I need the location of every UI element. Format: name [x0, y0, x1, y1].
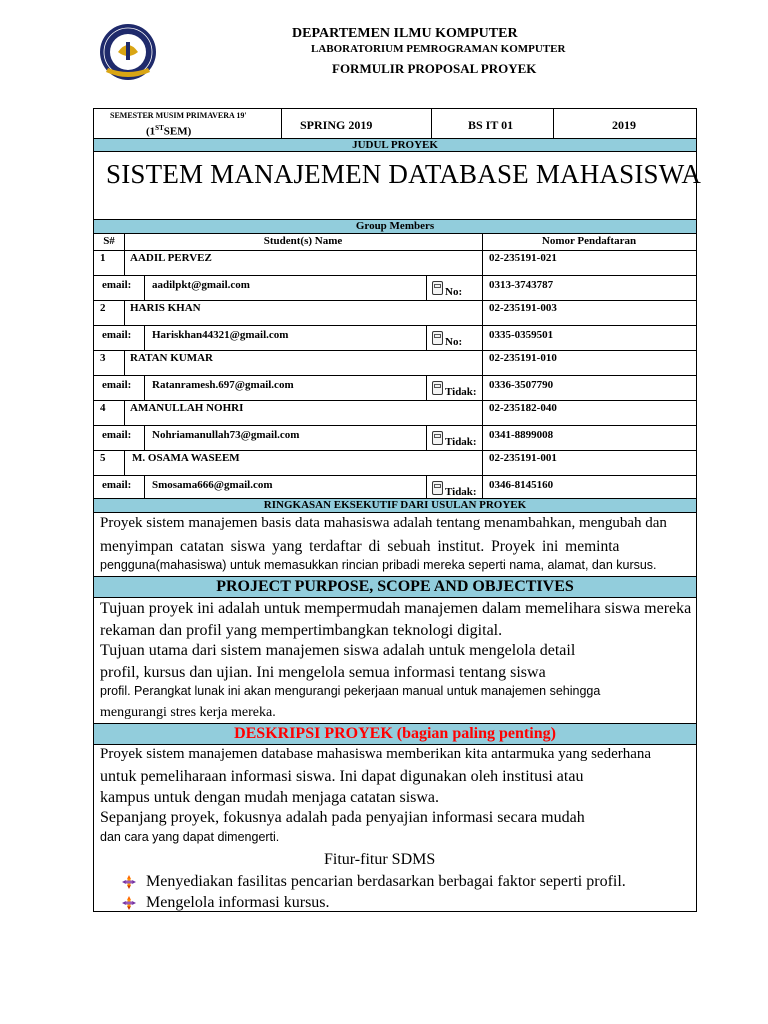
- description-line-2: untuk pemeliharaan informasi siswa. Ini dapat digunakan oleh institusi atau: [100, 768, 584, 785]
- phone-label: No:: [445, 286, 463, 298]
- program-code: BS IT 01: [468, 118, 514, 132]
- member-reg-number: 02-235191-021: [489, 252, 557, 264]
- member-phone: 0341-8899008: [489, 429, 554, 441]
- member-phone: 0346-8145160: [489, 479, 554, 491]
- phone-icon: [432, 381, 443, 395]
- description-line-4: Sepanjang proyek, fokusnya adalah pada penyajian informasi secara mudah: [100, 809, 585, 826]
- member-name: AADIL PERVEZ: [130, 252, 212, 264]
- purpose-line-5: profil. Perangkat lunak ini akan mengurangi pekerjaan manual untuk manajemen sehingga: [100, 684, 601, 698]
- four-arrow-bullet-icon: [122, 896, 136, 910]
- semester-label: SEMESTER MUSIM PRIMAVERA 19': [110, 111, 247, 120]
- phone-label: Tidak:: [445, 486, 477, 498]
- lab-name: LABORATORIUM PEMROGRAMAN KOMPUTER: [311, 43, 566, 55]
- member-reg-number: 02-235191-010: [489, 352, 557, 364]
- member-name: HARIS KHAN: [130, 302, 201, 314]
- purpose-line-1: Tujuan proyek ini adalah untuk mempermudah manajemen dalam memelihara siswa mereka: [100, 600, 692, 617]
- project-title-heading: JUDUL PROYEK: [94, 138, 696, 152]
- purpose-heading: PROJECT PURPOSE, SCOPE AND OBJECTIVES: [94, 576, 696, 598]
- member-phone: 0336-3507790: [489, 379, 554, 391]
- phone-icon: [432, 481, 443, 495]
- phone-label: Tidak:: [445, 436, 477, 448]
- phone-icon: [432, 281, 443, 295]
- member-email: Smosama666@gmail.com: [152, 479, 273, 491]
- member-email: Hariskhan44321@gmail.com: [152, 329, 289, 341]
- summary-line-2: menyimpan catatan siswa yang terdaftar di sebuah institut. Proyek ini meminta: [100, 538, 620, 555]
- purpose-line-3: Tujuan utama dari sistem manajemen siswa adalah untuk mengelola detail: [100, 642, 576, 659]
- member-sn: 1: [100, 252, 106, 264]
- purpose-line-2: rekaman dan profil yang mempertimbangkan teknologi digital.: [100, 622, 503, 639]
- col-reg-header: Nomor Pendaftaran: [541, 235, 637, 247]
- description-line-3: kampus untuk dengan mudah menjaga catatan siswa.: [100, 789, 440, 806]
- summary-line-1: Proyek sistem manajemen basis data mahasiswa adalah tentang menambahkan, mengubah dan: [100, 515, 667, 531]
- group-members-heading: Group Members: [94, 219, 696, 234]
- member-name: M. OSAMA WASEEM: [132, 452, 240, 464]
- four-arrow-bullet-icon: [122, 875, 136, 889]
- features-title: Fitur-fitur SDMS: [324, 851, 436, 868]
- phone-label: Tidak:: [445, 386, 477, 398]
- semester-number: (1STSEM): [146, 124, 192, 138]
- email-label: email:: [102, 479, 132, 491]
- col-sn-header: S#: [103, 235, 115, 247]
- proposal-form: [93, 108, 702, 912]
- member-phone: 0313-3743787: [489, 279, 554, 291]
- member-reg-number: 02-235182-040: [489, 402, 557, 414]
- feature-item: Mengelola informasi kursus.: [146, 894, 330, 911]
- summary-line-3: pengguna(mahasiswa) untuk memasukkan rincian pribadi mereka seperti nama, alamat, dan kursus.: [100, 558, 657, 572]
- email-label: email:: [102, 429, 132, 441]
- email-label: email:: [102, 279, 132, 291]
- member-reg-number: 02-235191-001: [489, 452, 557, 464]
- project-title: SISTEM MANAJEMEN DATABASE MAHASISWA: [106, 159, 702, 189]
- member-email: aadilpkt@gmail.com: [152, 279, 250, 291]
- form-title: FORMULIR PROPOSAL PROYEK: [332, 61, 537, 76]
- member-reg-number: 02-235191-003: [489, 302, 557, 314]
- member-name: AMANULLAH NOHRI: [130, 402, 244, 414]
- feature-item: Menyediakan fasilitas pencarian berdasarkan berbagai faktor seperti profil.: [146, 873, 626, 890]
- email-label: email:: [102, 379, 132, 391]
- semester-year: 2019: [612, 118, 636, 132]
- member-phone: 0335-0359501: [489, 329, 554, 341]
- description-heading: DESKRIPSI PROYEK (bagian paling penting): [94, 723, 696, 745]
- member-sn: 2: [100, 302, 106, 314]
- purpose-line-6: mengurangi stres kerja mereka.: [100, 705, 276, 720]
- member-sn: 3: [100, 352, 106, 364]
- executive-summary-heading: RINGKASAN EKSEKUTIF DARI USULAN PROYEK: [94, 498, 696, 513]
- email-label: email:: [102, 329, 132, 341]
- semester-term: SPRING 2019: [300, 118, 373, 132]
- department-name: DEPARTEMEN ILMU KOMPUTER: [292, 26, 518, 41]
- purpose-line-4: profil, kursus dan ujian. Ini mengelola semua informasi tentang siswa: [100, 664, 546, 681]
- description-line-5: dan cara yang dapat dimengerti.: [100, 830, 280, 844]
- member-sn: 4: [100, 402, 106, 414]
- phone-label: No:: [445, 336, 463, 348]
- university-logo-icon: [98, 22, 158, 82]
- phone-icon: [432, 331, 443, 345]
- member-sn: 5: [100, 452, 106, 464]
- member-email: Ratanramesh.697@gmail.com: [152, 379, 294, 391]
- member-name: RATAN KUMAR: [130, 352, 213, 364]
- member-email: Nohriamanullah73@gmail.com: [152, 429, 300, 441]
- col-name-header: Student(s) Name: [263, 235, 343, 247]
- description-line-1: Proyek sistem manajemen database mahasiswa memberikan kita antarmuka yang sederhana: [100, 746, 652, 762]
- phone-icon: [432, 431, 443, 445]
